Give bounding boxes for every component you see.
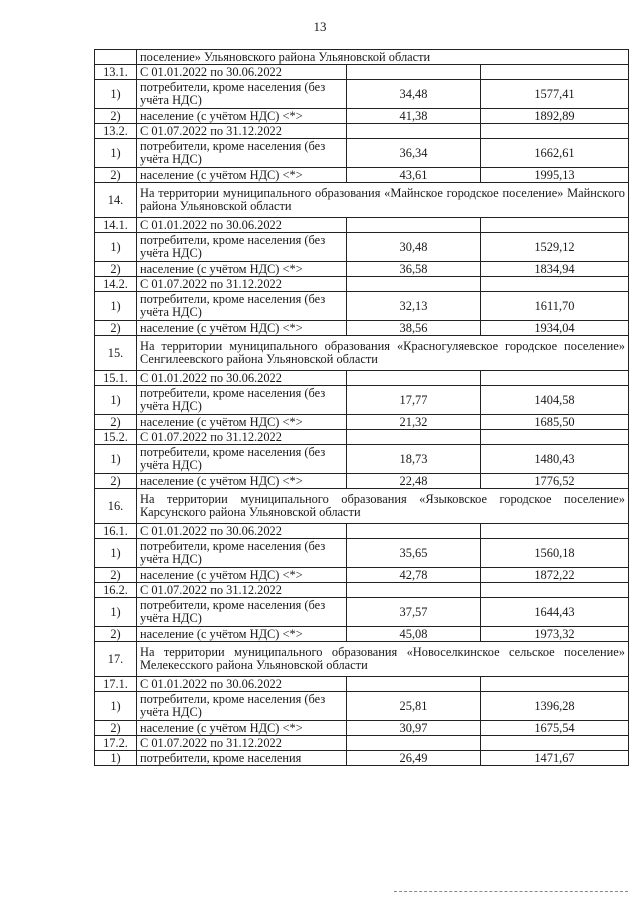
consumer-cell: потребители, кроме населения (без учёта НДС) — [137, 386, 347, 415]
consumer-cell: население (с учётом НДС) <*> — [137, 627, 347, 642]
row-number-cell — [95, 50, 137, 65]
value-cell: 21,32 — [347, 415, 481, 430]
table-row — [95, 524, 629, 539]
value-cell: 1934,04 — [481, 321, 629, 336]
table-row — [95, 321, 629, 336]
empty-cell — [481, 65, 629, 80]
consumer-cell: потребители, кроме населения (без учёта НДС) — [137, 233, 347, 262]
table-row — [95, 736, 629, 751]
empty-cell — [347, 583, 481, 598]
value-cell: 34,48 — [347, 80, 481, 109]
table-row — [95, 183, 629, 218]
value-cell: 1396,28 — [481, 692, 629, 721]
consumer-cell: потребители, кроме населения (без учёта НДС) — [137, 445, 347, 474]
section-title-cell: На территории муниципального образования «Новоселкинское сельское поселение» Мелекесского района Ульяновской области — [137, 642, 629, 677]
consumer-cell: население (с учётом НДС) <*> — [137, 321, 347, 336]
tariff-table-body — [95, 50, 629, 766]
table-row — [95, 262, 629, 277]
table-row — [95, 109, 629, 124]
period-cell: С 01.07.2022 по 31.12.2022 — [137, 583, 347, 598]
table-row — [95, 386, 629, 415]
empty-cell — [347, 277, 481, 292]
value-cell: 30,97 — [347, 721, 481, 736]
table-row — [95, 415, 629, 430]
row-number-cell: 2) — [95, 721, 137, 736]
empty-cell — [347, 524, 481, 539]
bottom-rule — [394, 891, 628, 892]
row-number-cell: 1) — [95, 292, 137, 321]
table-row — [95, 430, 629, 445]
period-cell: С 01.01.2022 по 30.06.2022 — [137, 677, 347, 692]
table-row — [95, 751, 629, 766]
empty-cell — [481, 218, 629, 233]
period-cell: С 01.07.2022 по 31.12.2022 — [137, 430, 347, 445]
table-row — [95, 277, 629, 292]
empty-cell — [347, 65, 481, 80]
consumer-cell: население (с учётом НДС) <*> — [137, 721, 347, 736]
value-cell: 1404,58 — [481, 386, 629, 415]
consumer-cell: потребители, кроме населения (без учёта НДС) — [137, 80, 347, 109]
row-number-cell: 14. — [95, 183, 137, 218]
value-cell: 38,56 — [347, 321, 481, 336]
value-cell: 43,61 — [347, 168, 481, 183]
period-cell: С 01.07.2022 по 31.12.2022 — [137, 277, 347, 292]
empty-cell — [347, 430, 481, 445]
value-cell: 1675,54 — [481, 721, 629, 736]
row-number-cell: 2) — [95, 415, 137, 430]
row-number-cell: 2) — [95, 109, 137, 124]
row-number-cell: 1) — [95, 751, 137, 766]
section-title-cell: На территории муниципального образования «Языковское городское поселение» Карсунского района Ульяновской области — [137, 489, 629, 524]
value-cell: 1662,61 — [481, 139, 629, 168]
consumer-cell: потребители, кроме населения (без учёта НДС) — [137, 139, 347, 168]
value-cell: 1471,67 — [481, 751, 629, 766]
empty-cell — [347, 736, 481, 751]
empty-cell — [481, 430, 629, 445]
table-row — [95, 692, 629, 721]
consumer-cell: потребители, кроме населения (без учёта НДС) — [137, 598, 347, 627]
value-cell: 30,48 — [347, 233, 481, 262]
consumer-cell: население (с учётом НДС) <*> — [137, 568, 347, 583]
table-row — [95, 598, 629, 627]
row-number-cell: 2) — [95, 168, 137, 183]
tariff-table — [94, 49, 629, 766]
empty-cell — [347, 677, 481, 692]
row-number-cell: 2) — [95, 262, 137, 277]
table-row — [95, 233, 629, 262]
table-row — [95, 583, 629, 598]
table-row — [95, 568, 629, 583]
row-number-cell: 14.2. — [95, 277, 137, 292]
consumer-cell: население (с учётом НДС) <*> — [137, 109, 347, 124]
value-cell: 22,48 — [347, 474, 481, 489]
row-number-cell: 13.1. — [95, 65, 137, 80]
value-cell: 36,34 — [347, 139, 481, 168]
table-row — [95, 642, 629, 677]
table-row — [95, 50, 629, 65]
table-row — [95, 489, 629, 524]
empty-cell — [481, 277, 629, 292]
value-cell: 45,08 — [347, 627, 481, 642]
empty-cell — [481, 124, 629, 139]
consumer-cell: население (с учётом НДС) <*> — [137, 168, 347, 183]
value-cell: 26,49 — [347, 751, 481, 766]
empty-cell — [481, 677, 629, 692]
value-cell: 37,57 — [347, 598, 481, 627]
section-title-cell: поселение» Ульяновского района Ульяновской области — [137, 50, 629, 65]
table-row — [95, 218, 629, 233]
row-number-cell: 2) — [95, 321, 137, 336]
row-number-cell: 17.1. — [95, 677, 137, 692]
row-number-cell: 1) — [95, 386, 137, 415]
row-number-cell: 16.1. — [95, 524, 137, 539]
value-cell: 1577,41 — [481, 80, 629, 109]
consumer-cell: потребители, кроме населения — [137, 751, 347, 766]
table-row — [95, 721, 629, 736]
row-number-cell: 14.1. — [95, 218, 137, 233]
consumer-cell: потребители, кроме населения (без учёта НДС) — [137, 539, 347, 568]
consumer-cell: население (с учётом НДС) <*> — [137, 415, 347, 430]
value-cell: 42,78 — [347, 568, 481, 583]
table-row — [95, 124, 629, 139]
period-cell: С 01.07.2022 по 31.12.2022 — [137, 124, 347, 139]
value-cell: 17,77 — [347, 386, 481, 415]
table-row — [95, 539, 629, 568]
value-cell: 1480,43 — [481, 445, 629, 474]
period-cell: С 01.01.2022 по 30.06.2022 — [137, 371, 347, 386]
row-number-cell: 17.2. — [95, 736, 137, 751]
value-cell: 1529,12 — [481, 233, 629, 262]
value-cell: 1611,70 — [481, 292, 629, 321]
consumer-cell: население (с учётом НДС) <*> — [137, 262, 347, 277]
empty-cell — [481, 583, 629, 598]
row-number-cell: 1) — [95, 539, 137, 568]
row-number-cell: 1) — [95, 80, 137, 109]
table-row — [95, 474, 629, 489]
table-row — [95, 139, 629, 168]
value-cell: 1892,89 — [481, 109, 629, 124]
value-cell: 1685,50 — [481, 415, 629, 430]
consumer-cell: население (с учётом НДС) <*> — [137, 474, 347, 489]
row-number-cell: 2) — [95, 474, 137, 489]
row-number-cell: 16. — [95, 489, 137, 524]
row-number-cell: 1) — [95, 692, 137, 721]
row-number-cell: 2) — [95, 627, 137, 642]
consumer-cell: потребители, кроме населения (без учёта НДС) — [137, 292, 347, 321]
row-number-cell: 15. — [95, 336, 137, 371]
consumer-cell: потребители, кроме населения (без учёта НДС) — [137, 692, 347, 721]
table-row — [95, 336, 629, 371]
table-row — [95, 168, 629, 183]
row-number-cell: 1) — [95, 139, 137, 168]
value-cell: 25,81 — [347, 692, 481, 721]
value-cell: 1776,52 — [481, 474, 629, 489]
row-number-cell: 15.1. — [95, 371, 137, 386]
table-row — [95, 445, 629, 474]
row-number-cell: 1) — [95, 445, 137, 474]
value-cell: 1872,22 — [481, 568, 629, 583]
empty-cell — [347, 218, 481, 233]
period-cell: С 01.01.2022 по 30.06.2022 — [137, 524, 347, 539]
period-cell: С 01.07.2022 по 31.12.2022 — [137, 736, 347, 751]
empty-cell — [347, 371, 481, 386]
value-cell: 35,65 — [347, 539, 481, 568]
row-number-cell: 15.2. — [95, 430, 137, 445]
table-row — [95, 80, 629, 109]
empty-cell — [481, 371, 629, 386]
value-cell: 1973,32 — [481, 627, 629, 642]
row-number-cell: 17. — [95, 642, 137, 677]
empty-cell — [481, 524, 629, 539]
period-cell: С 01.01.2022 по 30.06.2022 — [137, 218, 347, 233]
section-title-cell: На территории муниципального образования «Майнское городское поселение» Майнского района Ульяновской области — [137, 183, 629, 218]
table-row — [95, 65, 629, 80]
value-cell: 41,38 — [347, 109, 481, 124]
table-row — [95, 627, 629, 642]
table-row — [95, 292, 629, 321]
row-number-cell: 1) — [95, 598, 137, 627]
table-row — [95, 677, 629, 692]
table-row — [95, 371, 629, 386]
value-cell: 32,13 — [347, 292, 481, 321]
empty-cell — [481, 736, 629, 751]
row-number-cell: 13.2. — [95, 124, 137, 139]
value-cell: 18,73 — [347, 445, 481, 474]
value-cell: 36,58 — [347, 262, 481, 277]
value-cell: 1644,43 — [481, 598, 629, 627]
row-number-cell: 2) — [95, 568, 137, 583]
value-cell: 1560,18 — [481, 539, 629, 568]
page-number: 13 — [313, 19, 327, 34]
row-number-cell: 1) — [95, 233, 137, 262]
value-cell: 1834,94 — [481, 262, 629, 277]
empty-cell — [347, 124, 481, 139]
row-number-cell: 16.2. — [95, 583, 137, 598]
section-title-cell: На территории муниципального образования «Красногуляевское городское поселение» Сенгилеевского района Ульяновской области — [137, 336, 629, 371]
period-cell: С 01.01.2022 по 30.06.2022 — [137, 65, 347, 80]
value-cell: 1995,13 — [481, 168, 629, 183]
